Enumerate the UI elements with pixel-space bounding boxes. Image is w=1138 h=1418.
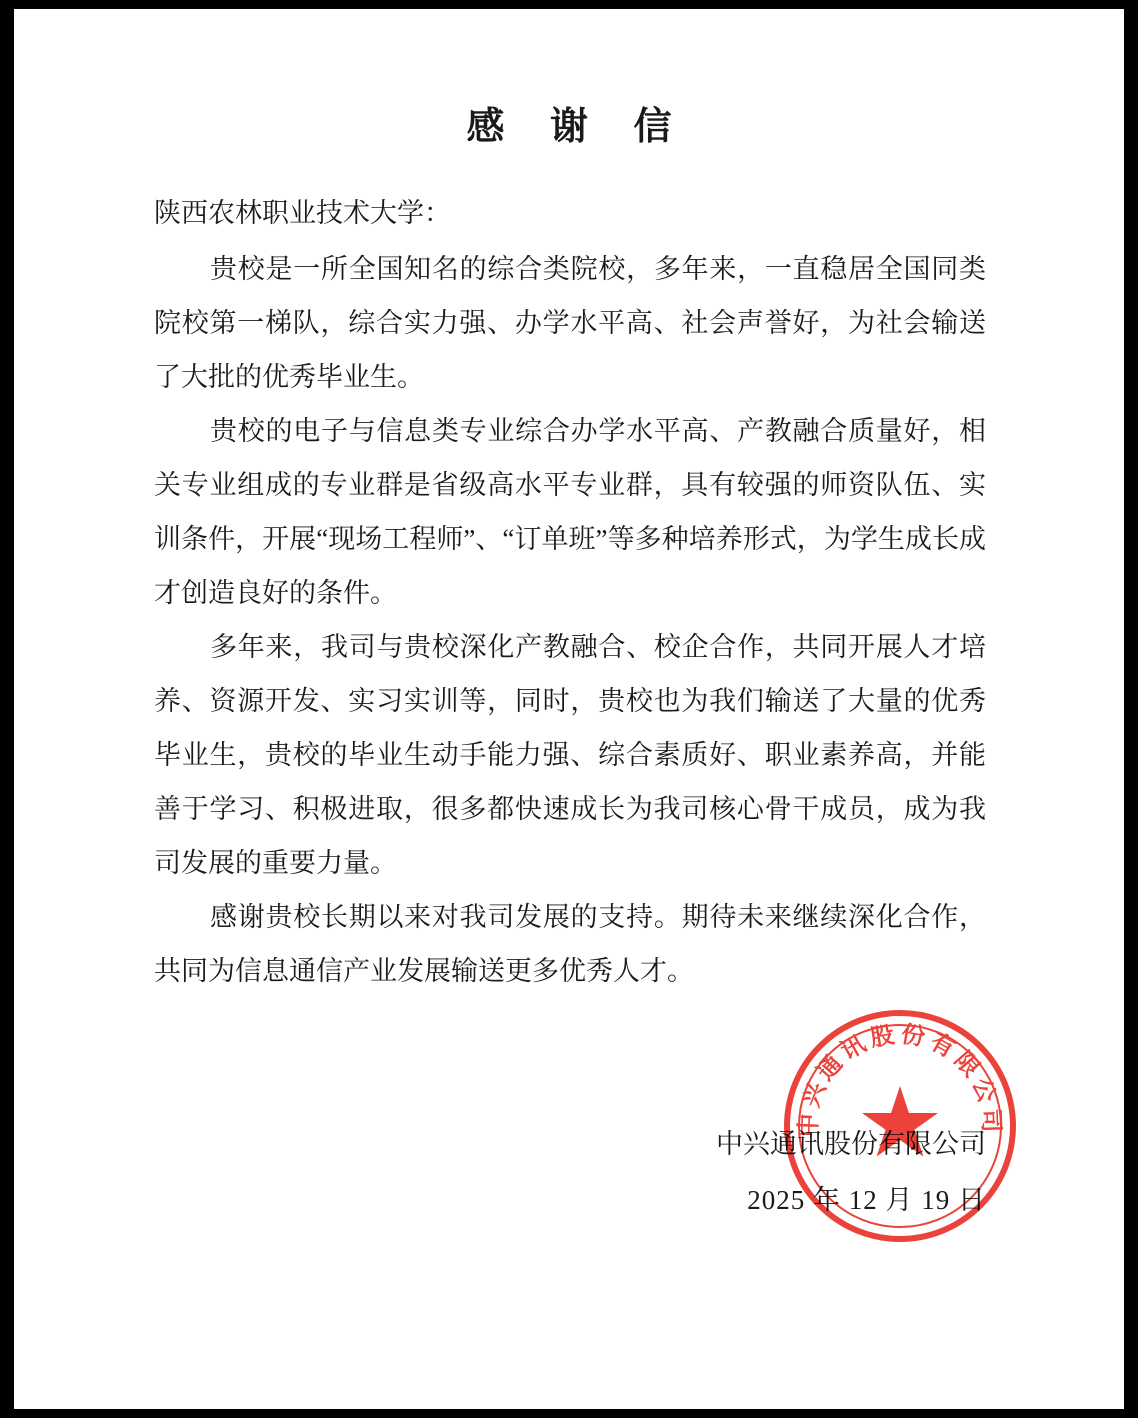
signature-date: 2025 年 12 月 19 日 <box>747 1185 986 1215</box>
paragraph-1: 贵校是一所全国知名的综合类院校，多年来，一直稳居全国同类院校第一梯队，综合实力强、办学水平高、社会声誉好，为社会输送了大批的优秀毕业生。 <box>154 254 986 392</box>
paragraph-2: 贵校的电子与信息类专业综合办学水平高、产教融合质量好，相关专业组成的专业群是省级高水平专业群，具有较强的师资队伍、实训条件，开展“现场工程师”、“订单班”等多种培养形式，为学生成长成才创造良好的条件。 <box>154 416 986 608</box>
letter-sheet <box>14 9 1124 1409</box>
letter-body <box>14 186 1124 998</box>
company-seal <box>784 1010 1016 1242</box>
paragraph-3: 多年来，我司与贵校深化产教融合、校企合作，共同开展人才培养、资源开发、实习实训等，同时，贵校也为我们输送了大量的优秀毕业生，贵校的毕业生动手能力强、综合素质好、职业素养高，并能善于学习、积极进取，很多都快速成长为我司核心骨干成员，成为我司发展的重要力量。 <box>154 632 986 878</box>
page-title: 感 谢 信 <box>466 106 690 148</box>
salutation: 陕西农林职业技术大学： <box>154 198 451 228</box>
seal-arc-label: 中兴通讯股份有限公司 <box>796 1021 1004 1138</box>
signature-block <box>14 1020 1124 1270</box>
signature-company: 中兴通讯股份有限公司 <box>716 1129 986 1159</box>
paragraph-4: 感谢贵校长期以来对我司发展的支持。期待未来继续深化合作，共同为信息通信产业发展输送更多优秀人才。 <box>154 902 986 986</box>
